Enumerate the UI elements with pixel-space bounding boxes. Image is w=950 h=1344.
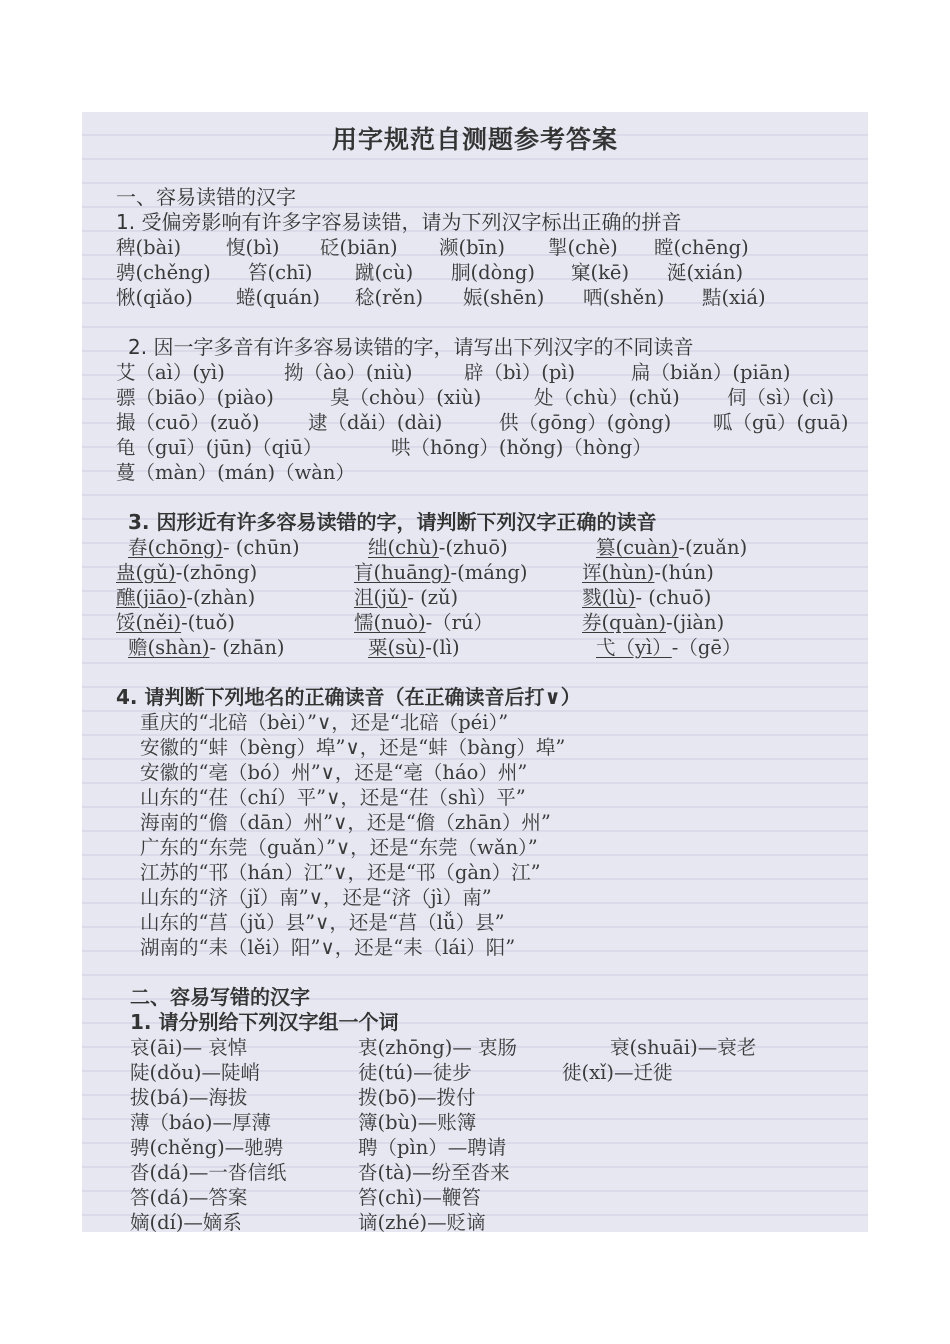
q2-item: 呱（gū）(guā) bbox=[713, 411, 849, 434]
q1-item: 蜷(quán) bbox=[236, 286, 320, 309]
q2-item: 哄（hōng）(hǒng)（hòng） bbox=[391, 436, 652, 459]
q1-item: 胴(dòng) bbox=[451, 261, 535, 284]
q1-item: 愎(bì) bbox=[226, 236, 280, 259]
q1-item: 蹴(cù) bbox=[355, 261, 414, 284]
q1-item: 瞠(chēng) bbox=[654, 236, 749, 259]
s2-item: 笞(chì)—鞭笞 bbox=[358, 1186, 481, 1209]
s2-item: 陡(dǒu)—陡峭 bbox=[130, 1061, 260, 1084]
answer-sheet bbox=[82, 112, 868, 1232]
section-1-heading: 一、容易读错的汉字 bbox=[116, 185, 296, 209]
q4-item: 安徽的“蚌（bèng）埠”∨，还是“蚌（bàng）埠” bbox=[140, 736, 566, 759]
q2-item: 逮（dǎi）(dài) bbox=[308, 411, 443, 434]
s2-item: 嫡(dí)—嫡系 bbox=[130, 1211, 242, 1234]
s2-item: 拨(bō)—拨付 bbox=[358, 1086, 476, 1109]
q2-item: 撮（cuō）(zuǒ) bbox=[116, 411, 260, 434]
s2-item: 拔(bá)—海拔 bbox=[130, 1086, 248, 1109]
q1-item: 哂(shěn) bbox=[583, 286, 665, 309]
q1-item: 稔(rěn) bbox=[355, 286, 424, 309]
q4-item: 安徽的“亳（bó）州”∨，还是“亳（háo）州” bbox=[140, 761, 528, 784]
q3-item: 篡(cuàn)-(zuǎn) bbox=[596, 536, 748, 559]
q3-title: 3. 因形近有许多容易读错的字，请判断下列汉字正确的读音 bbox=[128, 510, 657, 534]
q1-item: 骋(chěng) bbox=[116, 261, 211, 284]
q4-title: 4. 请判断下列地名的正确读音（在正确读音后打∨） bbox=[116, 685, 581, 709]
q4-item: 江苏的“邗（hán）江”∨，还是“邗（gàn）江” bbox=[140, 861, 541, 884]
s2-item: 谪(zhé)—贬谪 bbox=[358, 1211, 486, 1234]
q3-item: 诨(hùn)-(hún) bbox=[582, 561, 714, 584]
q4-item: 山东的“莒（jǔ）县”∨，还是“莒（lǚ）县” bbox=[140, 911, 505, 934]
q4-item: 广东的“东莞（guǎn）”∨，还是“东莞（wǎn）” bbox=[140, 836, 538, 859]
section-2-heading: 二、容易写错的汉字 bbox=[130, 985, 310, 1009]
q1-item: 涎(xián) bbox=[667, 261, 744, 284]
page-title: 用字规范自测题参考答案 bbox=[331, 125, 618, 154]
q3-item: 弋（yì）-（gē） bbox=[596, 636, 742, 659]
q1-title: 1. 受偏旁影响有许多字容易读错，请为下列汉字标出正确的拼音 bbox=[116, 210, 682, 234]
q3-item: 肓(huāng)-(máng) bbox=[354, 561, 528, 584]
q2-item: 伺（sì）(cì) bbox=[727, 386, 835, 409]
q1-item: 娠(shēn) bbox=[463, 286, 545, 309]
q2-title: 2. 因一字多音有许多容易读错的字，请写出下列汉字的不同读音 bbox=[128, 335, 694, 359]
q3-item: 券(quàn)-(jiàn) bbox=[582, 611, 725, 634]
q3-item: 沮(jǔ)- (zǔ) bbox=[354, 586, 459, 609]
q1-item: 砭(biān) bbox=[320, 236, 398, 259]
q1-item: 黠(xiá) bbox=[702, 286, 766, 309]
q2-item: 艾（aì）(yì) bbox=[116, 361, 225, 384]
q1-item: 笞(chī) bbox=[248, 261, 313, 284]
q1-item: 愀(qiǎo) bbox=[116, 286, 193, 309]
s2-item: 答(dá)—答案 bbox=[130, 1186, 248, 1209]
s2-item: 薄（báo)—厚薄 bbox=[130, 1111, 271, 1134]
q4-item: 湖南的“耒（lěi）阳”∨，还是“耒（lái）阳” bbox=[140, 936, 516, 959]
q2-item: 龟（guī）(jūn)（qiū） bbox=[116, 436, 323, 459]
q1-item: 稗(bài) bbox=[116, 236, 182, 259]
s2-item: 骋(chěng)—驰骋 bbox=[130, 1136, 284, 1159]
q1-item: 掣(chè) bbox=[548, 236, 618, 259]
s2-q1-title: 1. 请分别给下列汉字组一个词 bbox=[130, 1010, 399, 1034]
s2-item: 簿(bù)—账簿 bbox=[358, 1111, 477, 1134]
s2-item: 徒(tú)—徒步 bbox=[358, 1061, 472, 1084]
s2-item: 哀(āi)— 哀悼 bbox=[130, 1036, 248, 1059]
q3-item: 舂(chōng)- (chūn) bbox=[128, 536, 300, 559]
q2-item: 拗（ào）(niù) bbox=[284, 361, 413, 384]
q3-item: 绌(chù)-(zhuō) bbox=[368, 536, 508, 559]
q2-item: 辟（bì）(pì) bbox=[464, 361, 576, 384]
q4-item: 海南的“儋（dān）州”∨，还是“儋（zhān）州” bbox=[140, 811, 551, 834]
q2-item: 骠（biāo）(piào) bbox=[116, 386, 274, 409]
q3-item: 懦(nuò)-（rú） bbox=[354, 611, 494, 634]
q2-item: 臭（chòu）(xiù) bbox=[330, 386, 482, 409]
q1-item: 濒(bīn) bbox=[439, 236, 505, 259]
q3-item: 醮(jiāo)-(zhàn) bbox=[116, 586, 256, 609]
s2-item: 衰(shuāi)—衰老 bbox=[610, 1036, 757, 1059]
s2-item: 沓(dá)—一沓信纸 bbox=[130, 1161, 287, 1184]
q4-item: 山东的“济（jǐ）南”∨，还是“济（jì）南” bbox=[140, 886, 492, 909]
q4-item: 山东的“茌（chí）平”∨，还是“茌（shì）平” bbox=[140, 786, 526, 809]
q2-item: 供（gōng）(gòng) bbox=[499, 411, 672, 434]
q3-item: 戮(lù)- (chuō) bbox=[582, 586, 712, 609]
q3-item: 蛊(gǔ)-(zhōng) bbox=[116, 561, 258, 584]
q2-item: 蔓（màn）(mán)（wàn） bbox=[116, 461, 355, 484]
q4-item: 重庆的“北碚（bèi）”∨，还是“北碚（péi）” bbox=[140, 711, 509, 734]
s2-item: 聘（pìn）—聘请 bbox=[358, 1136, 507, 1159]
q1-item: 窠(kē) bbox=[571, 261, 630, 284]
q3-item: 赡(shàn)- (zhān) bbox=[128, 636, 285, 659]
s2-item: 徙(xǐ)—迁徙 bbox=[562, 1061, 673, 1084]
q3-item: 粟(sù)-(lì) bbox=[368, 636, 460, 659]
q3-item: 馁(něi)-(tuǒ) bbox=[116, 611, 236, 634]
q2-item: 扁（biǎn）(piān) bbox=[631, 361, 791, 384]
q2-item: 处（chù）(chǔ) bbox=[534, 386, 680, 409]
s2-item: 沓(tà)—纷至沓来 bbox=[358, 1161, 510, 1184]
s2-item: 衷(zhōng)— 衷肠 bbox=[358, 1036, 518, 1059]
